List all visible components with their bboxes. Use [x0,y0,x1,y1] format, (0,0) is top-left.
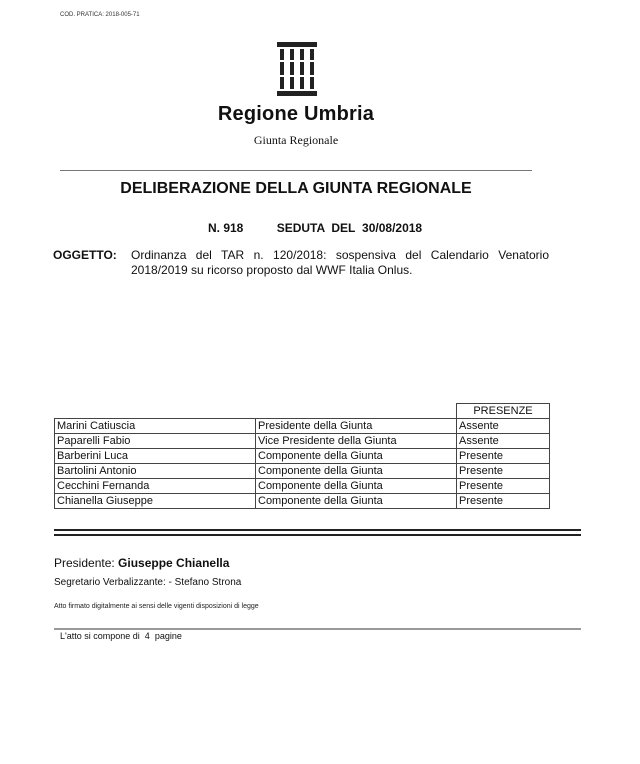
attendance-header-row [55,404,550,419]
pratica-code: COD. PRATICA: 2018-005-71 [60,12,140,18]
president-line [54,556,229,570]
member-role: Componente della Giunta [256,479,457,494]
table-row [55,464,550,479]
document-title: DELIBERAZIONE DELLA GIUNTA REGIONALE [120,180,472,197]
double-rule-top [54,529,581,531]
table-row [55,419,550,434]
member-name: Marini Catiuscia [55,419,256,434]
giunta-subtitle: Giunta Regionale [253,133,339,147]
table-row [55,449,550,464]
member-role: Presidente della Giunta [256,419,457,434]
member-name: Cecchini Fernanda [55,479,256,494]
member-status: Presente [457,449,550,464]
member-name: Chianella Giuseppe [55,494,256,509]
deliberation-number: N. 918 [208,221,244,235]
member-name: Barberini Luca [55,449,256,464]
member-name: Paparelli Fabio [55,434,256,449]
footer-divider [54,628,581,630]
member-status: Presente [457,479,550,494]
region-name: Regione Umbria [217,103,375,125]
member-status: Assente [457,419,550,434]
table-row [55,494,550,509]
region-logo-icon [277,42,317,96]
president-label: Presidente: [54,556,115,570]
header-divider [60,170,532,171]
session-date: 30/08/2018 [362,221,423,235]
page-count-suffix: pagine [154,631,182,641]
member-role: Componente della Giunta [256,449,457,464]
subject-line-2: 2018/2019 su ricorso proposto dal WWF Italia Onlus. [131,263,413,277]
member-name: Bartolini Antonio [55,464,256,479]
presence-header: PRESENZE [457,404,550,419]
member-status: Presente [457,494,550,509]
page-count-line [60,631,182,641]
president-name: Giuseppe Chianella [118,556,230,570]
member-role: Vice Presidente della Giunta [256,434,457,449]
session-label: SEDUTA DEL [276,221,356,235]
member-status: Assente [457,434,550,449]
secretary-line: Segretario Verbalizzante: - Stefano Strona [54,577,242,588]
deliberation-number-line [208,221,422,235]
double-rule-bottom [54,534,581,536]
subject-text [131,248,549,278]
table-row [55,434,550,449]
member-role: Componente della Giunta [256,464,457,479]
attendance-table [54,403,550,509]
member-role: Componente della Giunta [256,494,457,509]
page-count: 4 [144,631,150,641]
member-status: Presente [457,464,550,479]
subject-label: OGGETTO: [53,248,117,262]
page-count-prefix: L'atto si compone di [60,631,140,641]
subject-line-1: Ordinanza del TAR n. 120/2018: sospensiva del Calendario Venatorio [131,248,549,262]
table-row [55,479,550,494]
digital-signature-note: Atto firmato digitalmente ai sensi delle vigenti disposizioni di legge [54,603,259,610]
